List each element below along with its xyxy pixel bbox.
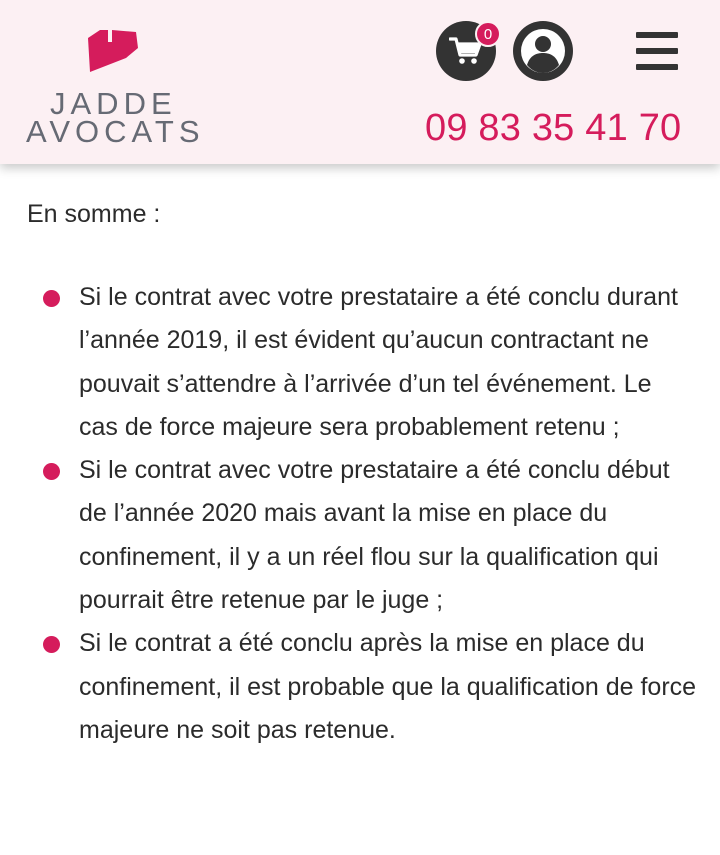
list-item — [27, 276, 697, 449]
hamburger-menu-button[interactable] — [636, 32, 678, 74]
article-intro: En somme : — [27, 200, 161, 228]
list-item-text: Si le contrat avec votre prestataire a été conclu début de l’année 2020 mais avant la mise en place du confinement, il y a un réel flou sur la qualification qui pourrait être retenue par le juge ; — [79, 456, 670, 615]
hamburger-menu-icon-bar — [636, 48, 678, 54]
bullet-list — [27, 276, 697, 752]
user-account-button[interactable] — [513, 21, 573, 81]
article-content — [27, 196, 697, 752]
phone-link[interactable]: 09 83 35 41 70 — [425, 107, 682, 149]
logo[interactable] — [26, 26, 216, 149]
logo-mark-icon — [82, 26, 142, 76]
list-item — [27, 449, 697, 622]
cart-count-badge: 0 — [475, 21, 501, 47]
hamburger-menu-icon — [636, 32, 678, 38]
user-account-icon — [517, 25, 569, 77]
hamburger-menu-icon-bar — [636, 64, 678, 70]
bullet-dot-icon — [43, 636, 60, 653]
bullet-dot-icon — [43, 463, 60, 480]
list-item-text: Si le contrat a été conclu après la mise en place du confinement, il est probable que la qualification de force majeure ne soit pas retenue. — [79, 629, 697, 744]
list-item — [27, 622, 697, 752]
bullet-dot-icon — [43, 290, 60, 307]
list-item-text: Si le contrat avec votre prestataire a été conclu durant l’année 2019, il est évident qu’aucun contractant ne pouvait s’attendre à l’arrivée d’un tel événement. Le cas de force majeure sera probablement retenu ; — [79, 283, 678, 441]
logo-text-jadde: JADDE — [50, 86, 177, 121]
logo-text-avocats: AVOCATS — [26, 114, 205, 149]
site-header — [0, 0, 720, 164]
